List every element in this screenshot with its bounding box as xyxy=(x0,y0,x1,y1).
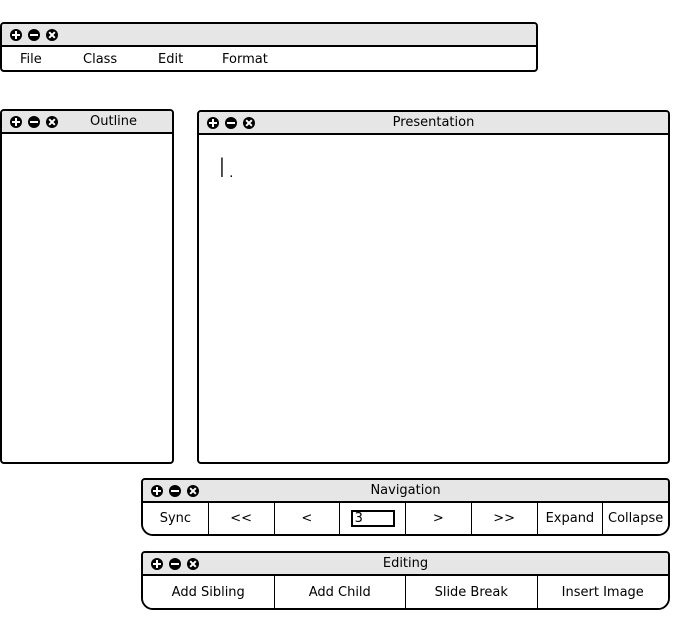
menu-class[interactable]: Class xyxy=(83,52,118,67)
outline-title: Outline xyxy=(90,114,138,129)
editing-window xyxy=(141,551,670,610)
slide-break-button[interactable]: Slide Break xyxy=(406,576,538,608)
editing-titlebar xyxy=(143,553,668,576)
outline-titlebar xyxy=(2,111,172,134)
presentation-title: Presentation xyxy=(392,115,475,130)
presentation-titlebar xyxy=(199,112,668,135)
editing-title: Editing xyxy=(382,556,429,571)
minimize-icon[interactable] xyxy=(28,116,40,128)
last-slide-button[interactable]: >> xyxy=(472,503,538,534)
outline-window xyxy=(0,109,174,464)
first-slide-button[interactable]: << xyxy=(209,503,275,534)
close-icon[interactable] xyxy=(46,29,58,41)
menu-file[interactable]: File xyxy=(20,52,42,67)
sync-button[interactable]: Sync xyxy=(143,503,209,534)
add-child-button[interactable]: Add Child xyxy=(275,576,407,608)
previous-slide-button[interactable]: < xyxy=(275,503,341,534)
menu-format[interactable]: Format xyxy=(222,52,268,67)
menu-window-titlebar xyxy=(2,24,536,47)
maximize-icon[interactable] xyxy=(10,29,22,41)
presentation-window xyxy=(197,110,670,464)
page-number-input[interactable] xyxy=(351,510,395,527)
slide-content[interactable]: I. xyxy=(218,153,237,184)
expand-button[interactable]: Expand xyxy=(538,503,604,534)
navigation-titlebar xyxy=(143,480,668,503)
navigation-button-row xyxy=(143,503,668,534)
menu-bar xyxy=(2,51,536,68)
editing-button-row xyxy=(143,576,668,608)
page-number-slot xyxy=(340,503,406,534)
main-menu-window xyxy=(0,22,538,72)
menu-edit[interactable]: Edit xyxy=(158,52,184,67)
close-icon[interactable] xyxy=(46,116,58,128)
minimize-icon[interactable] xyxy=(28,29,40,41)
maximize-icon[interactable] xyxy=(10,116,22,128)
navigation-window xyxy=(141,478,670,536)
add-sibling-button[interactable]: Add Sibling xyxy=(143,576,275,608)
collapse-button[interactable]: Collapse xyxy=(603,503,668,534)
insert-image-button[interactable]: Insert Image xyxy=(538,576,669,608)
navigation-title: Navigation xyxy=(370,483,441,498)
next-slide-button[interactable]: > xyxy=(406,503,472,534)
